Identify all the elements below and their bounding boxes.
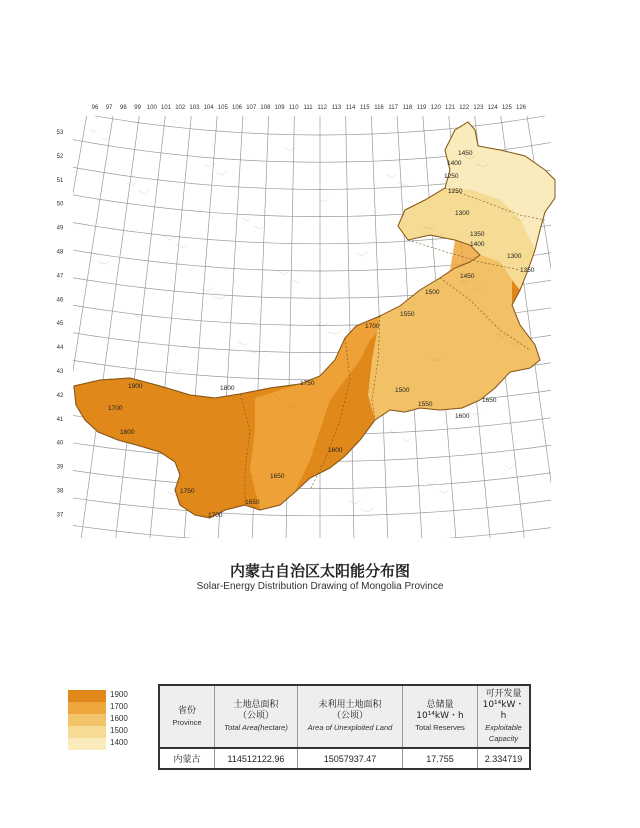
cell-exploitable-capacity: 2.334719 [478,748,531,769]
isoline-label: 1750 [180,488,195,495]
county-boundary [291,279,302,283]
county-boundary [402,438,410,442]
isoline-label: 1300 [507,253,522,260]
county-boundary [176,244,188,248]
header-en: Area of Unexploited Land [307,723,393,732]
longitude-line [571,70,640,545]
longitude-label: 99 [134,105,141,111]
longitude-label: 110 [289,105,299,111]
isoline-label: 1750 [300,380,315,387]
stats-table [158,684,531,770]
map-title-en: Solar-Energy Distribution Drawing of Mongolia Province [196,581,444,592]
county-boundary [127,182,136,186]
longitude-label: 115 [360,105,370,111]
longitude-label: 97 [105,105,113,111]
isoline-label: 1450 [460,273,475,280]
isoline-label: 1350 [470,231,485,238]
header-province [159,685,215,748]
isoline-label: 1800 [220,385,235,392]
latitude-label: 44 [56,345,64,352]
header-cn: 可开发量 10¹⁴kW・h [482,689,525,721]
header-unexploited-land [298,685,403,748]
latitude-label: 39 [56,464,64,471]
longitude-label: 125 [501,105,512,111]
legend-swatch [68,690,106,702]
longitude-label: 113 [331,105,342,111]
latitude-label: 43 [56,369,64,375]
legend-item [68,738,148,750]
county-boundary [349,500,361,504]
isoline-label: 1900 [128,383,143,390]
longitude-line [546,74,636,545]
map-title-cn: 内蒙古自治区太阳能分布图 [229,562,410,580]
inner-mongolia-region [74,122,555,518]
latitude-label: 53 [56,130,64,136]
legend [68,690,148,752]
isoline-label: 1300 [455,210,470,217]
longitude-label: 109 [274,105,285,111]
cell-province: 内蒙古 [159,748,215,769]
legend-item [68,726,148,738]
longitude-label: 96 [91,105,99,111]
latitude-label: 38 [56,488,64,495]
latitude-line [0,0,640,108]
longitude-label: 103 [189,105,200,111]
latitude-label: 37 [56,512,64,519]
county-boundary [361,508,374,512]
legend-label: 1900 [110,690,128,699]
county-boundary [328,331,341,334]
county-boundary [90,129,97,132]
county-boundary [213,295,227,299]
latitude-label: 42 [56,392,64,399]
longitude-label: 101 [160,105,172,111]
latitude-label: 46 [56,297,64,304]
longitude-label: 105 [217,105,228,111]
longitude-label: 116 [374,105,384,111]
longitude-label: 107 [246,105,257,111]
latitude-label: 49 [56,225,64,232]
longitude-label: 112 [317,105,327,111]
isoline-label: 1250 [444,173,459,180]
isoline-label: 1800 [120,429,135,436]
header-exploitable-capacity [478,685,531,748]
legend-label: 1500 [110,726,128,735]
table-header-row [159,685,530,748]
cell-unexploited-land: 15057937.47 [298,748,403,769]
header-cn: 未利用土地面积 （公顷） [318,700,382,721]
latitude-label: 51 [56,177,64,184]
longitude-line [0,65,45,545]
legend-item [68,690,148,702]
latitude-label: 50 [56,201,64,208]
isoline-label: 1350 [520,267,535,274]
latitude-label: 48 [56,249,64,256]
longitude-label: 98 [120,105,127,111]
county-boundary [98,261,109,264]
isoline-label: 1400 [447,160,462,167]
county-boundary [139,190,149,194]
county-boundary [283,147,295,151]
longitude-label: 123 [473,105,484,111]
table-row [159,748,530,769]
county-boundary [398,182,409,186]
isoline-label: 1650 [270,473,285,480]
county-boundary [357,252,368,256]
header-cn: 总储量 10¹⁴kW・h [416,700,464,721]
legend-swatch [68,714,106,726]
longitude-line [620,59,640,545]
header-total-area [215,685,298,748]
longitude-label: 124 [487,105,498,111]
isoline-label: 1650 [482,397,497,404]
longitude-label: 108 [260,105,271,111]
header-cn: 省份 [177,705,196,716]
longitude-line [4,74,94,545]
county-boundary [172,368,182,372]
isoline-label: 1550 [418,401,433,408]
legend-item [68,702,148,714]
isoline-label: 1700 [208,512,223,519]
longitude-line [0,70,69,545]
county-boundary [320,199,329,202]
isoline-label: 1500 [395,387,410,394]
isoline-label: 1500 [425,289,440,296]
latitude-label: 47 [56,273,64,280]
legend-swatch [68,702,106,714]
county-boundary [386,174,396,178]
longitude-label: 111 [303,105,313,111]
latitude-label: 45 [56,321,64,328]
county-boundary [439,489,449,493]
longitude-label: 118 [402,105,413,111]
isoline-label: 1700 [108,405,123,412]
header-en: Total Reserves [415,723,465,732]
cell-total-area: 114512122.96 [215,748,298,769]
isoline-label: 1450 [458,150,473,157]
legend-label: 1700 [110,702,128,711]
header-cn: 土地总面积 （公顷） [233,700,279,721]
longitude-line [109,85,169,545]
isoline-label: 1600 [455,413,470,420]
longitude-label: 121 [444,105,456,111]
longitude-label: 102 [175,105,186,111]
longitude-label: 100 [146,105,157,111]
latitude-label: 41 [56,416,64,423]
header-en: Exploitable Capacity [485,723,522,743]
county-boundary [238,342,249,345]
longitude-label: 126 [515,105,527,111]
header-en: Total Area(hectare) [224,723,288,732]
longitude-label: 122 [459,105,470,111]
legend-label: 1600 [110,714,128,723]
isoline-label: 1650 [245,499,260,506]
county-boundary [242,218,250,221]
legend-label: 1400 [110,738,128,747]
latitude-label: 52 [56,153,64,160]
longitude-line [595,65,640,545]
county-boundary [279,271,289,275]
county-boundary [505,465,515,469]
longitude-line [0,59,20,545]
longitude-label: 120 [430,105,441,111]
isoline-label: 1400 [470,241,485,248]
header-en: Province [172,717,202,727]
county-boundary [390,430,397,434]
longitude-label: 106 [231,105,243,111]
county-boundary [217,171,228,175]
longitude-label: 117 [388,105,398,111]
longitude-label: 104 [203,105,214,111]
county-boundary [201,287,214,291]
isoline-label: 1550 [400,311,415,318]
latitude-label: 40 [56,440,64,447]
legend-item [68,714,148,726]
isoline-label: 1250 [448,188,463,195]
legend-swatch [68,726,106,738]
isoline-label: 1700 [365,323,380,330]
legend-swatch [68,738,106,750]
county-boundary [102,137,110,140]
header-total-reserves [403,685,478,748]
longitude-label: 119 [416,105,427,111]
isoline-label: 1600 [328,447,343,454]
longitude-label: 114 [345,105,356,111]
county-boundary [468,412,481,415]
county-boundary [254,226,263,229]
cell-total-reserves: 17.755 [403,748,478,769]
